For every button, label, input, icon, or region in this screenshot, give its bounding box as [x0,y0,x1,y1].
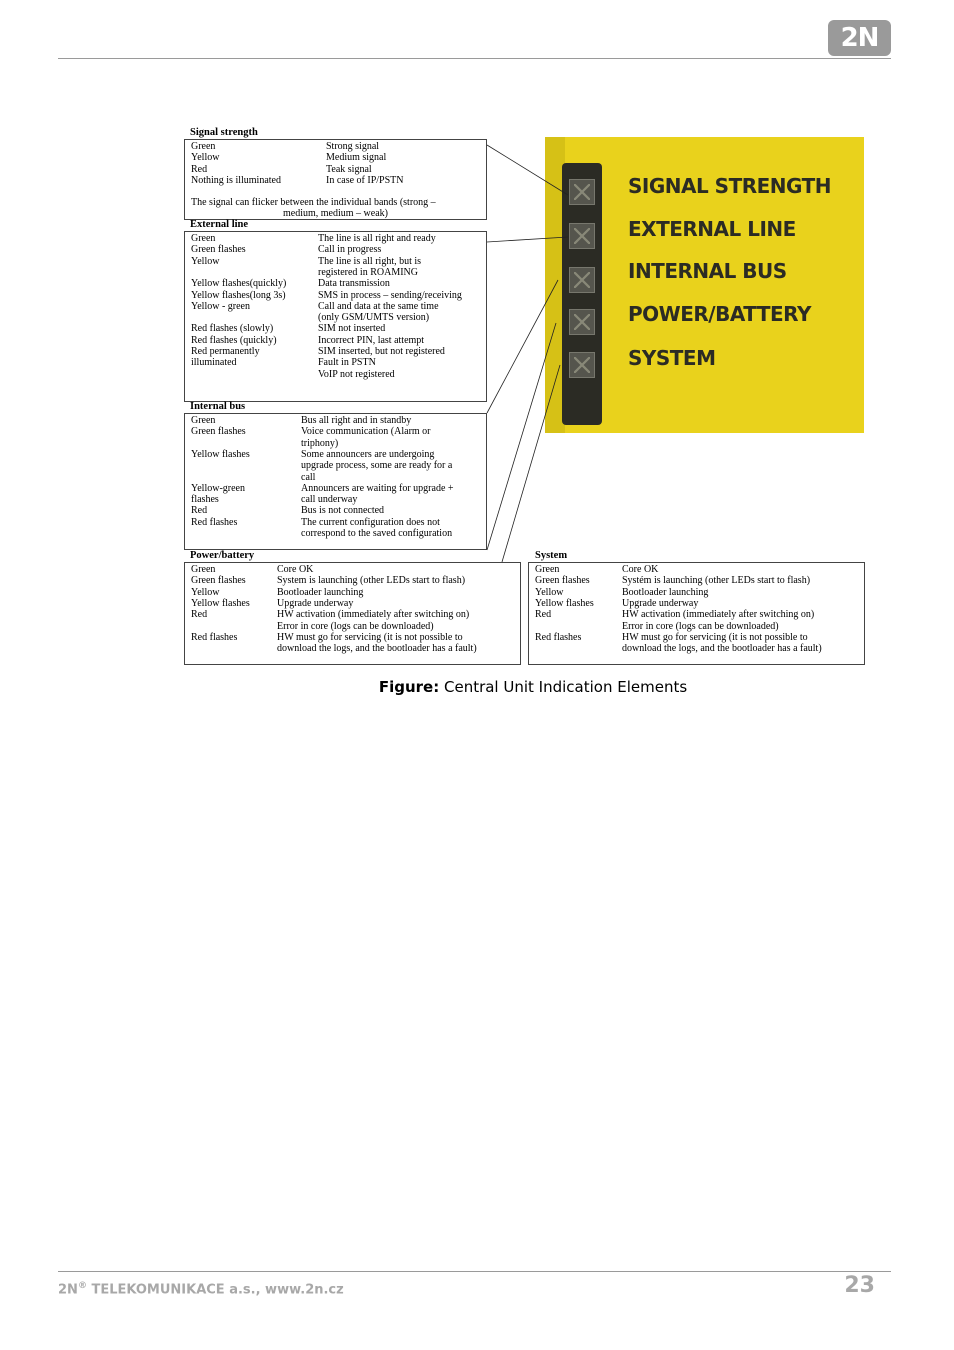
footer-company-rest: TELEKOMUNIKACE a.s., www.2n.cz [86,1282,344,1298]
row-value: correspond to the saved configuration [301,528,453,539]
footer-company [58,1281,344,1297]
row-value: call [301,471,316,483]
row-key: Yellow [191,152,220,164]
row-value: Bus is not connected [301,505,385,517]
power-battery-title: Power/battery [190,550,255,561]
row-value: (only GSM/UMTS version) [318,312,430,324]
row-value: download the logs, and the bootloader has a fault) [277,643,477,655]
row-value: Error in core (logs can be downloaded) [277,620,434,632]
row-key: Red flashes (quickly) [191,334,277,346]
row-key: Red [191,505,208,517]
row-value: HW activation (immediately after switching on) [622,609,815,621]
row-value: Data transmission [318,278,390,290]
photo-label-power-battery: POWER/BATTERY [628,302,811,326]
row-value: Bootloader launching [622,586,709,598]
row-key: Green flashes [191,575,246,587]
row-key: Yellow [191,255,220,267]
row-value: Core OK [277,564,314,575]
row-value: Bus all right and in standby [301,415,412,426]
row-key: Yellow [191,586,220,598]
row-value: triphony) [301,437,339,449]
row-key: Yellow flashes [535,597,594,609]
company-logo: 2N [828,20,891,56]
row-value: Upgrade underway [277,597,354,609]
leader-system [502,365,560,562]
row-value: Strong signal [326,141,380,152]
system-title: System [535,550,568,561]
row-value: Fault in PSTN [318,357,376,369]
row-value: call underway [301,494,358,506]
leader-external-line [487,237,568,242]
row-key: Yellow-green [191,482,245,494]
external-line-title: External line [190,219,249,230]
row-key: Red flashes [535,631,582,643]
row-value: download the logs, and the bootloader has a fault) [622,643,822,655]
row-value: SMS in process – sending/receiving [318,289,462,301]
row-key: Red [191,609,208,621]
caption-label: Figure: [378,678,440,696]
row-value: Announcers are waiting for upgrade + [301,482,454,494]
row-key: flashes [191,494,219,506]
row-key: Green [191,233,216,244]
row-key: Yellow flashes(quickly) [191,278,287,290]
row-value: VoIP not registered [318,368,395,380]
row-key: Red flashes [191,516,238,528]
row-key: Green [191,564,216,575]
row-key: Green [191,141,216,152]
row-value: System is launching (other LEDs start to flash) [277,575,466,587]
row-value: Teak signal [326,163,372,175]
row-value: Error in core (logs can be downloaded) [622,620,779,632]
row-key: Red [535,609,552,621]
photo-label-internal-bus: INTERNAL BUS [628,259,787,283]
leader-power-battery [487,323,556,550]
page-number: 23 [844,1273,875,1298]
row-key: Green [191,415,216,426]
row-value: Incorrect PIN, last attempt [318,334,425,346]
row-key: Green flashes [191,426,246,438]
row-key: Red flashes [191,631,238,643]
row-value: Core OK [622,564,659,575]
row-key: Green flashes [191,244,246,256]
row-value: The line is all right and ready [318,233,436,244]
row-key: illuminated [191,357,237,369]
figure-caption [0,678,954,696]
row-value: SIM inserted, but not registered [318,346,445,357]
signal-note-line: medium, medium – weak) [283,208,388,220]
row-value: The current configuration does not [301,516,440,528]
leader-signal-strength [487,145,568,195]
row-key: Yellow [535,586,564,598]
row-value: Call in progress [318,244,382,256]
row-value: HW must go for servicing (it is not possible to [622,631,808,643]
photo-label-signal-strength: SIGNAL STRENGTH [628,174,831,198]
row-value: HW activation (immediately after switching on) [277,609,470,621]
row-key: Yellow flashes [191,448,250,460]
row-value: Upgrade underway [622,597,699,609]
row-key: Red flashes (slowly) [191,323,274,335]
row-value: registered in ROAMING [318,266,418,278]
row-value: Medium signal [326,152,387,164]
row-value: Systém is launching (other LEDs start to flash) [622,575,811,587]
row-key: Yellow - green [191,300,250,312]
row-value: In case of IP/PSTN [326,174,404,186]
row-value: Call and data at the same time [318,300,439,312]
registered-mark: ® [77,1281,87,1291]
row-key: Green flashes [535,575,590,587]
signal-note-line: The signal can flicker between the individual bands (strong – [191,197,436,208]
leader-internal-bus [487,280,558,413]
row-key: Red [191,163,208,175]
row-value: Bootloader launching [277,586,364,598]
row-value: SIM not inserted [318,323,386,335]
signal-strength-title: Signal strength [190,127,258,138]
photo-label-external-line: EXTERNAL LINE [628,217,796,241]
row-key: Yellow flashes [191,597,250,609]
row-key: Nothing is illuminated [191,174,281,186]
row-key: Yellow flashes(long 3s) [191,289,286,301]
row-value: upgrade process, some are ready for a [301,460,453,472]
caption-text: Central Unit Indication Elements [439,678,688,696]
row-value: HW must go for servicing (it is not possible to [277,631,463,643]
footer-company-prefix: 2N [58,1282,78,1298]
footer-rule [58,1271,891,1272]
row-value: Voice communication (Alarm or [301,426,431,438]
row-key: Red permanently [191,346,260,357]
row-key: Green [535,564,560,575]
internal-bus-title: Internal bus [190,401,246,412]
row-value: Some announcers are undergoing [301,448,435,460]
row-value: The line is all right, but is [318,255,422,267]
photo-label-system: SYSTEM [628,346,716,370]
